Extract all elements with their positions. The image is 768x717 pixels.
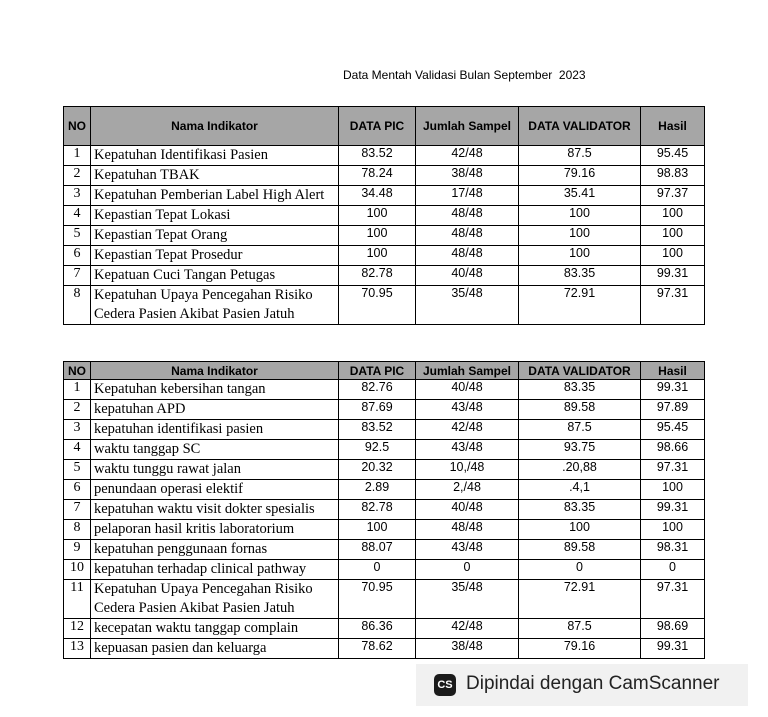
cell-hasil: 98.66 — [641, 440, 705, 460]
cell-hasil: 100 — [641, 480, 705, 500]
cell-hasil: 95.45 — [641, 146, 705, 166]
cell-nama-indikator: Kepatuhan kebersihan tangan — [91, 380, 339, 400]
table-row — [64, 286, 705, 325]
cell-data-validator: 89.58 — [519, 540, 641, 560]
cell-data-validator: 0 — [519, 560, 641, 580]
cell-data-pic: 82.76 — [339, 380, 416, 400]
cell-data-pic: 83.52 — [339, 420, 416, 440]
header-no: NO — [64, 362, 91, 380]
document-title: Data Mentah Validasi Bulan September 2023 — [343, 68, 586, 82]
cell-hasil: 97.31 — [641, 460, 705, 480]
cell-data-validator: 83.35 — [519, 500, 641, 520]
cell-hasil: 95.45 — [641, 420, 705, 440]
cell-jumlah-sampel: 17/48 — [416, 186, 519, 206]
cell-nama-indikator: Kepatuhan Upaya Pencegahan Risiko Cedera Pasien Akibat Pasien Jatuh — [91, 580, 339, 619]
cell-no: 1 — [64, 146, 91, 166]
cell-no: 2 — [64, 166, 91, 186]
cell-data-pic: 92.5 — [339, 440, 416, 460]
cell-hasil: 99.31 — [641, 500, 705, 520]
table-row — [64, 400, 705, 420]
cell-hasil: 97.31 — [641, 286, 705, 325]
cell-nama-indikator: kepuasan pasien dan keluarga — [91, 639, 339, 659]
cell-hasil: 100 — [641, 226, 705, 246]
header-data-validator: DATA VALIDATOR — [519, 362, 641, 380]
cell-jumlah-sampel: 38/48 — [416, 639, 519, 659]
table-row — [64, 420, 705, 440]
cell-jumlah-sampel: 42/48 — [416, 420, 519, 440]
cell-data-validator: 83.35 — [519, 266, 641, 286]
cell-nama-indikator: kepatuhan terhadap clinical pathway — [91, 560, 339, 580]
cell-hasil: 98.83 — [641, 166, 705, 186]
cell-data-validator: 72.91 — [519, 580, 641, 619]
cell-jumlah-sampel: 43/48 — [416, 400, 519, 420]
cell-nama-indikator: pelaporan hasil kritis laboratorium — [91, 520, 339, 540]
cell-jumlah-sampel: 48/48 — [416, 246, 519, 266]
cell-no: 6 — [64, 480, 91, 500]
header-no: NO — [64, 107, 91, 146]
table-row — [64, 639, 705, 659]
cell-data-pic: 20.32 — [339, 460, 416, 480]
cell-data-pic: 83.52 — [339, 146, 416, 166]
cell-hasil: 98.69 — [641, 619, 705, 639]
cell-data-pic: 82.78 — [339, 500, 416, 520]
cell-nama-indikator: waktu tanggap SC — [91, 440, 339, 460]
cell-no: 11 — [64, 580, 91, 619]
cell-hasil: 97.89 — [641, 400, 705, 420]
cell-nama-indikator: kecepatan waktu tanggap complain — [91, 619, 339, 639]
cell-nama-indikator: kepatuhan penggunaan fornas — [91, 540, 339, 560]
cell-hasil: 99.31 — [641, 380, 705, 400]
table-row — [64, 166, 705, 186]
cell-data-pic: 100 — [339, 206, 416, 226]
camscanner-text: Dipindai dengan CamScanner — [466, 673, 720, 694]
cell-hasil: 0 — [641, 560, 705, 580]
cell-no: 8 — [64, 520, 91, 540]
table-row — [64, 380, 705, 400]
cell-jumlah-sampel: 40/48 — [416, 500, 519, 520]
cell-data-pic: 88.07 — [339, 540, 416, 560]
cell-jumlah-sampel: 42/48 — [416, 146, 519, 166]
cell-jumlah-sampel: 40/48 — [416, 380, 519, 400]
table-row — [64, 186, 705, 206]
cell-jumlah-sampel: 42/48 — [416, 619, 519, 639]
cell-data-pic: 0 — [339, 560, 416, 580]
cell-hasil: 97.31 — [641, 580, 705, 619]
cell-no: 12 — [64, 619, 91, 639]
cell-jumlah-sampel: 10,/48 — [416, 460, 519, 480]
cell-no: 9 — [64, 540, 91, 560]
table-row — [64, 619, 705, 639]
camscanner-logo-icon: CS — [434, 674, 456, 696]
cell-nama-indikator: Kepatuhan Pemberian Label High Alert — [91, 186, 339, 206]
cell-data-validator: 93.75 — [519, 440, 641, 460]
cell-no: 1 — [64, 380, 91, 400]
cell-nama-indikator: Kepastian Tepat Prosedur — [91, 246, 339, 266]
header-jumlah-sampel: Jumlah Sampel — [416, 362, 519, 380]
cell-nama-indikator: Kepatuhan Upaya Pencegahan Risiko Cedera Pasien Akibat Pasien Jatuh — [91, 286, 339, 325]
cell-hasil: 99.31 — [641, 266, 705, 286]
cell-jumlah-sampel: 2,/48 — [416, 480, 519, 500]
cell-hasil: 98.31 — [641, 540, 705, 560]
cell-nama-indikator: Kepastian Tepat Lokasi — [91, 206, 339, 226]
cell-jumlah-sampel: 48/48 — [416, 226, 519, 246]
cell-data-pic: 100 — [339, 246, 416, 266]
cell-data-validator: 83.35 — [519, 380, 641, 400]
table-row — [64, 580, 705, 619]
table-row — [64, 226, 705, 246]
header-data-validator: DATA VALIDATOR — [519, 107, 641, 146]
cell-no: 2 — [64, 400, 91, 420]
table-row — [64, 246, 705, 266]
table-row — [64, 480, 705, 500]
header-nama-indikator: Nama Indikator — [91, 362, 339, 380]
cell-no: 6 — [64, 246, 91, 266]
cell-nama-indikator: penundaan operasi elektif — [91, 480, 339, 500]
cell-data-validator: 100 — [519, 226, 641, 246]
cell-nama-indikator: Kepatuhan TBAK — [91, 166, 339, 186]
cell-jumlah-sampel: 48/48 — [416, 520, 519, 540]
cell-data-pic: 70.95 — [339, 286, 416, 325]
cell-data-pic: 86.36 — [339, 619, 416, 639]
cell-nama-indikator: kepatuhan APD — [91, 400, 339, 420]
cell-jumlah-sampel: 35/48 — [416, 580, 519, 619]
cell-jumlah-sampel: 43/48 — [416, 540, 519, 560]
cell-data-pic: 78.24 — [339, 166, 416, 186]
cell-no: 13 — [64, 639, 91, 659]
indicator-table-1 — [63, 106, 705, 325]
cell-no: 5 — [64, 460, 91, 480]
table-row — [64, 500, 705, 520]
cell-nama-indikator: kepatuhan identifikasi pasien — [91, 420, 339, 440]
table-row — [64, 520, 705, 540]
header-hasil: Hasil — [641, 107, 705, 146]
cell-data-validator: 100 — [519, 206, 641, 226]
cell-hasil: 100 — [641, 206, 705, 226]
header-data-pic: DATA PIC — [339, 362, 416, 380]
cell-data-validator: 87.5 — [519, 619, 641, 639]
table-row — [64, 460, 705, 480]
cell-hasil: 99.31 — [641, 639, 705, 659]
cell-nama-indikator: Kepatuhan Identifikasi Pasien — [91, 146, 339, 166]
cell-data-validator: 87.5 — [519, 146, 641, 166]
cell-data-validator: .4,1 — [519, 480, 641, 500]
cell-jumlah-sampel: 48/48 — [416, 206, 519, 226]
cell-jumlah-sampel: 40/48 — [416, 266, 519, 286]
table-header-row — [64, 362, 705, 380]
cell-data-pic: 87.69 — [339, 400, 416, 420]
table-row — [64, 206, 705, 226]
table-row — [64, 540, 705, 560]
cell-data-pic: 70.95 — [339, 580, 416, 619]
indicator-table-2 — [63, 361, 705, 659]
cell-no: 4 — [64, 206, 91, 226]
header-data-pic: DATA PIC — [339, 107, 416, 146]
cell-data-validator: 100 — [519, 246, 641, 266]
table-row — [64, 266, 705, 286]
cell-jumlah-sampel: 35/48 — [416, 286, 519, 325]
cell-data-validator: 72.91 — [519, 286, 641, 325]
cell-nama-indikator: waktu tunggu rawat jalan — [91, 460, 339, 480]
cell-no: 7 — [64, 266, 91, 286]
cell-nama-indikator: Kepatuan Cuci Tangan Petugas — [91, 266, 339, 286]
cell-data-validator: 35.41 — [519, 186, 641, 206]
cell-no: 10 — [64, 560, 91, 580]
cell-hasil: 100 — [641, 246, 705, 266]
table-row — [64, 146, 705, 166]
header-hasil: Hasil — [641, 362, 705, 380]
cell-no: 8 — [64, 286, 91, 325]
cell-data-validator: 79.16 — [519, 166, 641, 186]
cell-nama-indikator: kepatuhan waktu visit dokter spesialis — [91, 500, 339, 520]
table-header-row — [64, 107, 705, 146]
cell-data-pic: 100 — [339, 226, 416, 246]
cell-data-validator: .20,88 — [519, 460, 641, 480]
cell-hasil: 97.37 — [641, 186, 705, 206]
cell-data-validator: 87.5 — [519, 420, 641, 440]
cell-nama-indikator: Kepastian Tepat Orang — [91, 226, 339, 246]
cell-no: 5 — [64, 226, 91, 246]
table-row — [64, 440, 705, 460]
cell-data-validator: 100 — [519, 520, 641, 540]
cell-no: 3 — [64, 420, 91, 440]
header-jumlah-sampel: Jumlah Sampel — [416, 107, 519, 146]
cell-data-pic: 82.78 — [339, 266, 416, 286]
cell-jumlah-sampel: 38/48 — [416, 166, 519, 186]
cell-no: 4 — [64, 440, 91, 460]
header-nama-indikator: Nama Indikator — [91, 107, 339, 146]
cell-jumlah-sampel: 43/48 — [416, 440, 519, 460]
cell-data-validator: 89.58 — [519, 400, 641, 420]
cell-data-pic: 34.48 — [339, 186, 416, 206]
cell-data-pic: 2.89 — [339, 480, 416, 500]
cell-data-validator: 79.16 — [519, 639, 641, 659]
table-row — [64, 560, 705, 580]
camscanner-watermark — [416, 664, 748, 706]
cell-data-pic: 78.62 — [339, 639, 416, 659]
cell-data-pic: 100 — [339, 520, 416, 540]
cell-hasil: 100 — [641, 520, 705, 540]
cell-jumlah-sampel: 0 — [416, 560, 519, 580]
cell-no: 7 — [64, 500, 91, 520]
cell-no: 3 — [64, 186, 91, 206]
